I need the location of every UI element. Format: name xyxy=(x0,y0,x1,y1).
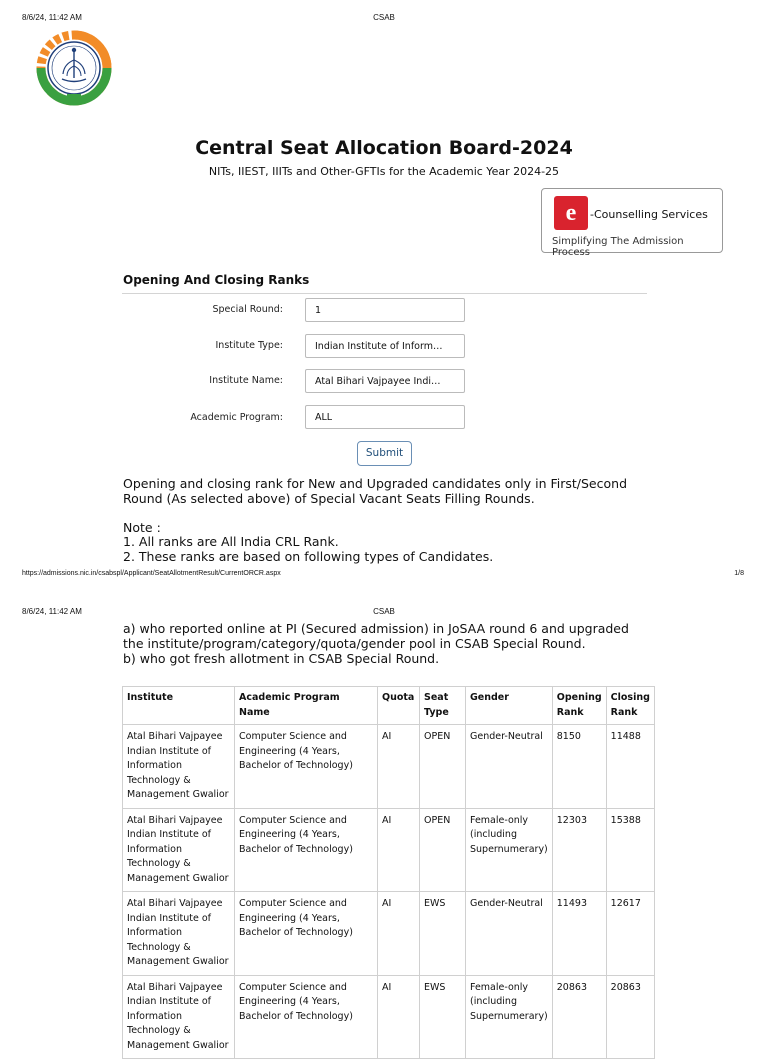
cell-program: Computer Science and Engineering (4 Years, Bachelor of Technology) xyxy=(235,975,378,1059)
table-row xyxy=(123,725,655,809)
academic-program-select[interactable]: ALL xyxy=(305,405,465,429)
cell-seat-type: OPEN xyxy=(420,808,466,892)
cell-closing-rank: 11488 xyxy=(606,725,654,809)
section-title: Opening And Closing Ranks xyxy=(123,273,310,287)
col-header-program: Academic Program Name xyxy=(235,687,378,725)
cell-program: Computer Science and Engineering (4 Years, Bachelor of Technology) xyxy=(235,725,378,809)
print-page-number: 1/8 xyxy=(734,570,744,577)
print-date: 8/6/24, 11:42 AM xyxy=(22,607,82,616)
cell-quota: AI xyxy=(378,975,420,1059)
cell-seat-type: EWS xyxy=(420,975,466,1059)
institute-name-label: Institute Name: xyxy=(209,375,283,386)
ecounselling-badge xyxy=(541,188,723,258)
cell-closing-rank: 12617 xyxy=(606,892,654,976)
submit-button[interactable]: Submit xyxy=(357,441,412,466)
print-url: https://admissions.nic.in/csabspl/Applicant/SeatAllotmentResult/CurrentORCR.aspx xyxy=(22,570,281,577)
col-header-closing-rank: Closing Rank xyxy=(606,687,654,725)
page-title: Central Seat Allocation Board-2024 xyxy=(195,137,573,159)
table-row xyxy=(123,975,655,1059)
print-date: 8/6/24, 11:42 AM xyxy=(22,13,82,22)
cell-opening-rank: 12303 xyxy=(552,808,606,892)
print-header-page-2 xyxy=(0,607,768,621)
institute-name-select[interactable]: Atal Bihari Vajpayee Indi… xyxy=(305,369,465,393)
cell-opening-rank: 11493 xyxy=(552,892,606,976)
cell-program: Computer Science and Engineering (4 Years, Bachelor of Technology) xyxy=(235,808,378,892)
cell-institute: Atal Bihari Vajpayee Indian Institute of Information Technology & Management Gwalior xyxy=(123,975,235,1059)
cell-institute: Atal Bihari Vajpayee Indian Institute of Information Technology & Management Gwalior xyxy=(123,808,235,892)
cell-gender: Gender-Neutral xyxy=(466,725,553,809)
note-item-1: 1. All ranks are All India CRL Rank. xyxy=(123,534,339,549)
cell-program: Computer Science and Engineering (4 Years, Bachelor of Technology) xyxy=(235,892,378,976)
print-title: CSAB xyxy=(373,607,395,616)
cell-gender: Female-only (including Supernumerary) xyxy=(466,975,553,1059)
note-item-2: 2. These ranks are based on following types of Candidates. xyxy=(123,549,494,564)
ecounselling-service-label: -Counselling Services xyxy=(590,208,708,221)
cell-quota: AI xyxy=(378,808,420,892)
cell-gender: Female-only (including Supernumerary) xyxy=(466,808,553,892)
col-header-quota: Quota xyxy=(378,687,420,725)
intro-text: Opening and closing rank for New and Upgraded candidates only in First/Second Round (As selected above) of Special Vacant Seats Filling Rounds. xyxy=(123,476,627,506)
institute-type-label: Institute Type: xyxy=(215,340,283,351)
cell-closing-rank: 20863 xyxy=(606,975,654,1059)
note-item-b: b) who got fresh allotment in CSAB Special Round. xyxy=(123,651,440,666)
section-divider xyxy=(122,293,647,294)
table-row xyxy=(123,808,655,892)
print-header-page-1 xyxy=(0,13,768,27)
cell-gender: Gender-Neutral xyxy=(466,892,553,976)
page-subtitle: NITs, IIEST, IIITs and Other-GFTIs for the Academic Year 2024-25 xyxy=(208,165,560,178)
cell-institute: Atal Bihari Vajpayee Indian Institute of Information Technology & Management Gwalior xyxy=(123,892,235,976)
cell-seat-type: OPEN xyxy=(420,725,466,809)
special-round-label: Special Round: xyxy=(212,304,283,315)
institute-type-select[interactable]: Indian Institute of Inform… xyxy=(305,334,465,358)
cell-institute: Atal Bihari Vajpayee Indian Institute of Information Technology & Management Gwalior xyxy=(123,725,235,809)
col-header-institute: Institute xyxy=(123,687,235,725)
ecounselling-logo-mark: e xyxy=(554,196,588,230)
col-header-seat-type: Seat Type xyxy=(420,687,466,725)
print-title: CSAB xyxy=(373,13,395,22)
cell-closing-rank: 15388 xyxy=(606,808,654,892)
special-round-select[interactable]: 1 xyxy=(305,298,465,322)
table-header-row xyxy=(123,687,655,725)
csab-logo xyxy=(36,30,112,106)
cell-quota: AI xyxy=(378,892,420,976)
table-row xyxy=(123,892,655,976)
note-title: Note : xyxy=(123,520,161,535)
ecounselling-tagline: Simplifying The Admission Process xyxy=(552,236,684,258)
academic-program-label: Academic Program: xyxy=(190,412,283,423)
col-header-gender: Gender xyxy=(466,687,553,725)
cell-opening-rank: 8150 xyxy=(552,725,606,809)
col-header-opening-rank: Opening Rank xyxy=(552,687,606,725)
cell-opening-rank: 20863 xyxy=(552,975,606,1059)
cell-seat-type: EWS xyxy=(420,892,466,976)
cell-quota: AI xyxy=(378,725,420,809)
note-item-a: a) who reported online at PI (Secured admission) in JoSAA round 6 and upgraded the institute/program/category/quota/gender pool in CSAB Special Round. xyxy=(123,621,629,651)
ranks-table xyxy=(122,686,655,1059)
